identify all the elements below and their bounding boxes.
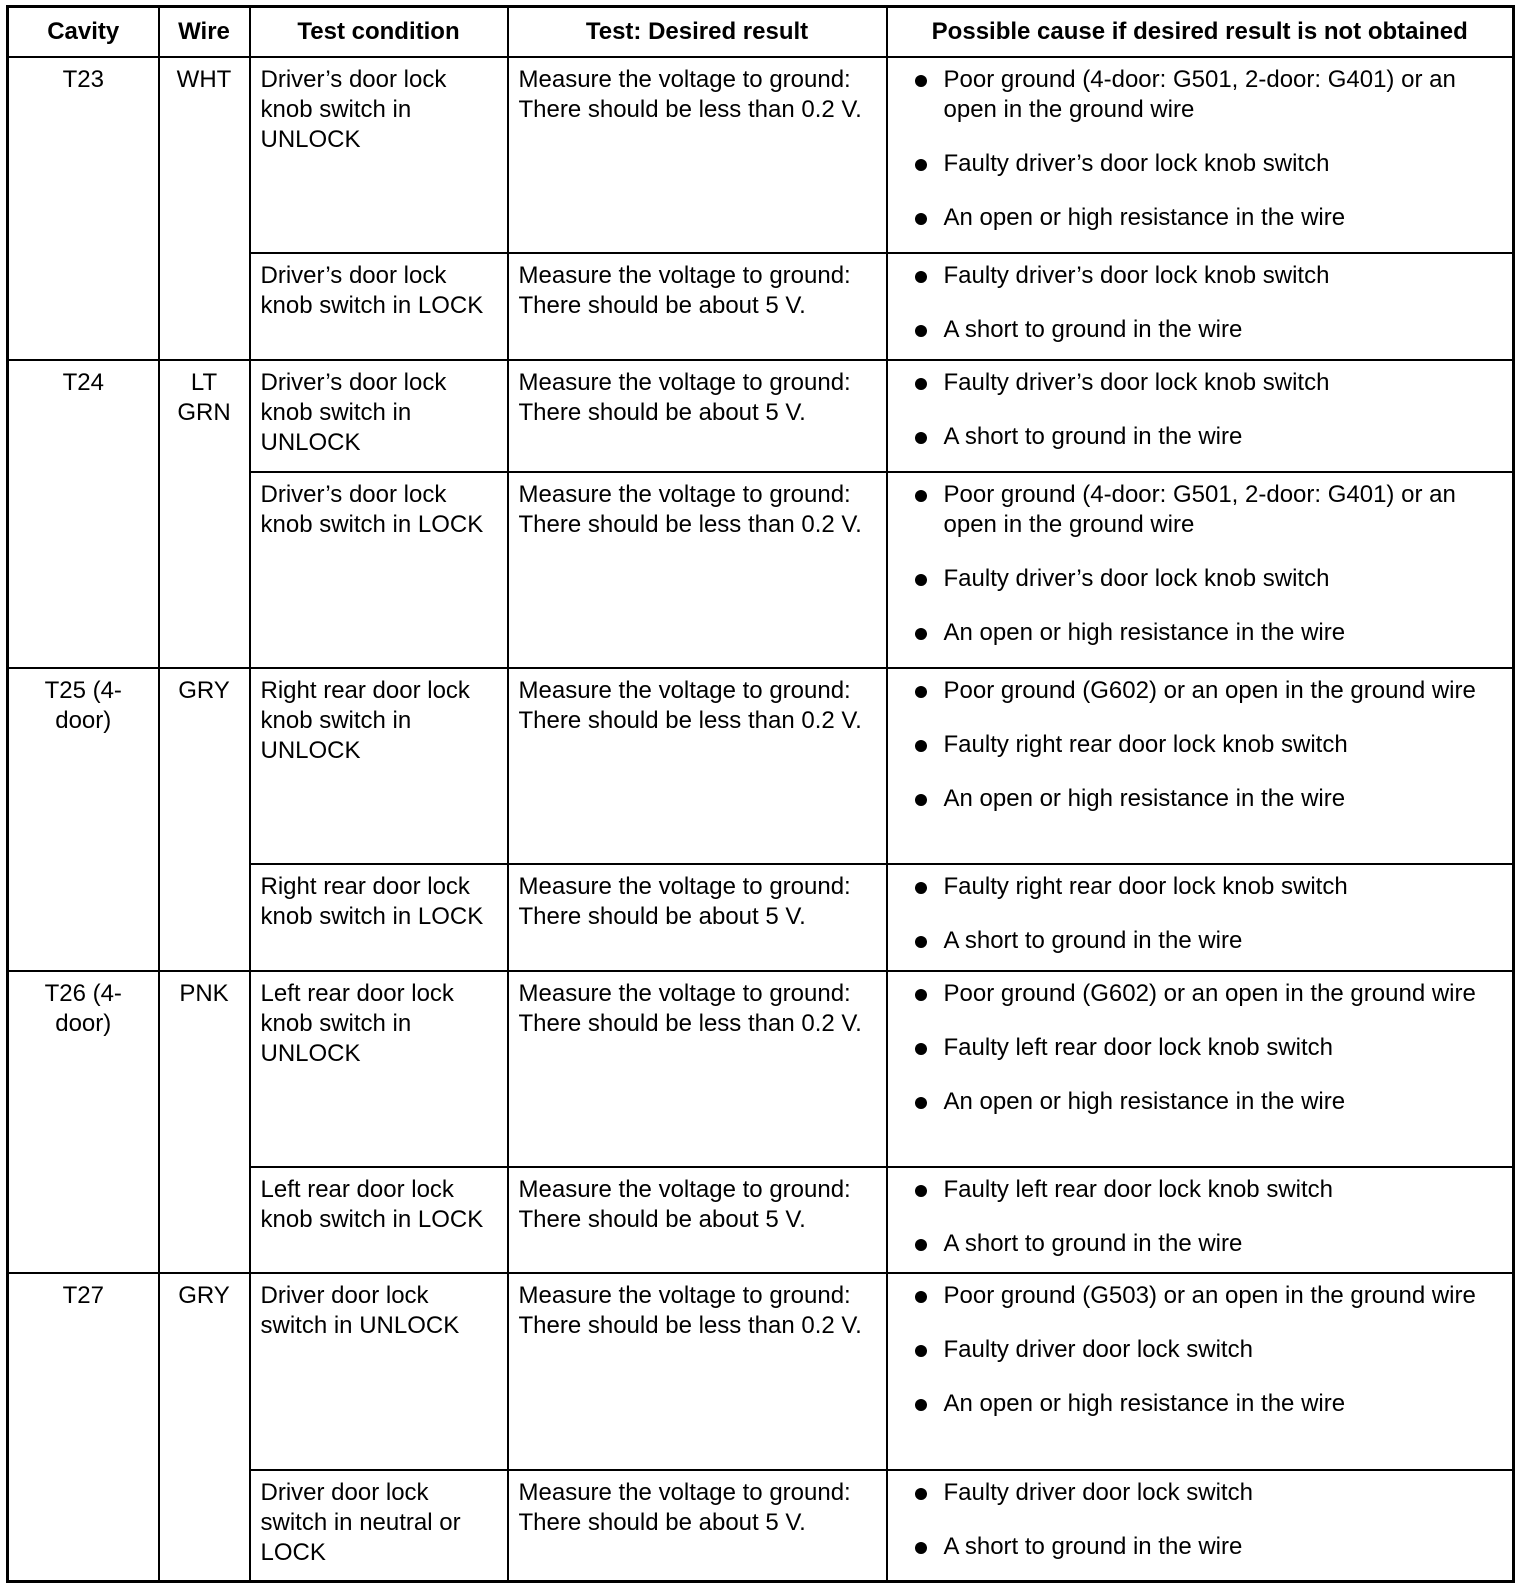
cause-item — [898, 368, 1503, 398]
bullet-icon — [915, 159, 927, 171]
bullet-icon — [915, 1043, 927, 1055]
condition-cell: Right rear door lock knob switch in LOCK — [250, 864, 508, 971]
cause-text: Faulty driver door lock switch — [943, 1478, 1253, 1506]
cause-item — [898, 979, 1503, 1009]
condition-cell: Left rear door lock knob switch in LOCK — [250, 1167, 508, 1274]
cause-item — [898, 1087, 1503, 1117]
cause-item — [898, 1175, 1503, 1205]
cause-text: An open or high resistance in the wire — [943, 784, 1346, 812]
cause-text: Poor ground (G503) or an open in the ground wire — [943, 1282, 1476, 1310]
header-possible-cause: Possible cause if desired result is not obtained — [887, 7, 1514, 58]
bullet-icon — [915, 490, 927, 502]
bullet-icon — [915, 989, 927, 1001]
condition-cell: Driver’s door lock knob switch in LOCK — [250, 253, 508, 360]
bullet-icon — [915, 936, 927, 948]
result-cell: Measure the voltage to ground: There should be less than 0.2 V. — [508, 472, 887, 668]
condition-cell: Driver’s door lock knob switch in UNLOCK — [250, 57, 508, 253]
cause-text: An open or high resistance in the wire — [943, 1087, 1346, 1115]
bullet-icon — [915, 378, 927, 390]
cause-text: Faulty left rear door lock knob switch — [943, 1033, 1333, 1061]
cause-text: A short to ground in the wire — [943, 422, 1243, 450]
wire-cell: PNK — [159, 971, 250, 1274]
bullet-icon — [915, 325, 927, 337]
cause-item — [898, 926, 1503, 956]
cause-item — [898, 1478, 1503, 1508]
cause-text: A short to ground in the wire — [943, 1532, 1243, 1560]
cause-item — [898, 1532, 1503, 1562]
cause-list — [898, 1281, 1503, 1419]
cause-item — [898, 315, 1503, 345]
cause-item — [898, 872, 1503, 902]
bullet-icon — [915, 1097, 927, 1109]
cavity-cell: T24 — [8, 360, 159, 668]
cause-text: Faulty driver’s door lock knob switch — [943, 368, 1330, 396]
wire-cell: GRY — [159, 668, 250, 971]
cause-text: Poor ground (G602) or an open in the ground wire — [943, 979, 1476, 1007]
cause-item — [898, 1229, 1503, 1259]
cause-text: An open or high resistance in the wire — [943, 618, 1346, 646]
cause-item — [898, 1033, 1503, 1063]
cause-text: Faulty left rear door lock knob switch — [943, 1175, 1333, 1203]
bullet-icon — [915, 271, 927, 283]
cause-text: Faulty driver’s door lock knob switch — [943, 262, 1330, 290]
cause-cell — [887, 1273, 1514, 1469]
bullet-icon — [915, 1185, 927, 1197]
cause-item — [898, 422, 1503, 452]
header-row — [8, 7, 1514, 58]
condition-cell: Driver door lock switch in UNLOCK — [250, 1273, 508, 1469]
bullet-icon — [915, 740, 927, 752]
wire-cell: WHT — [159, 57, 250, 360]
cause-cell — [887, 472, 1514, 668]
wire-cell: LT GRN — [159, 360, 250, 668]
result-cell: Measure the voltage to ground: There should be less than 0.2 V. — [508, 57, 887, 253]
cause-cell — [887, 971, 1514, 1167]
cause-list — [898, 676, 1503, 814]
condition-cell: Driver’s door lock knob switch in LOCK — [250, 472, 508, 668]
cause-item — [898, 784, 1503, 814]
header-test-condition: Test condition — [250, 7, 508, 58]
bullet-icon — [915, 794, 927, 806]
cavity-cell: T26 (4-door) — [8, 971, 159, 1274]
condition-cell: Driver’s door lock knob switch in UNLOCK — [250, 360, 508, 472]
result-cell: Measure the voltage to ground: There should be about 5 V. — [508, 1470, 887, 1582]
bullet-icon — [915, 1542, 927, 1554]
cause-text: A short to ground in the wire — [943, 1229, 1243, 1257]
cause-item — [898, 261, 1503, 291]
cause-item — [898, 203, 1503, 233]
cause-cell — [887, 57, 1514, 253]
bullet-icon — [915, 1488, 927, 1500]
cause-item — [898, 480, 1503, 540]
cause-list — [898, 872, 1503, 956]
result-cell: Measure the voltage to ground: There should be about 5 V. — [508, 1167, 887, 1274]
cause-cell — [887, 253, 1514, 360]
cause-item — [898, 618, 1503, 648]
cause-text: A short to ground in the wire — [943, 316, 1243, 344]
bullet-icon — [915, 432, 927, 444]
result-cell: Measure the voltage to ground: There should be less than 0.2 V. — [508, 668, 887, 864]
cause-list — [898, 480, 1503, 648]
condition-cell: Left rear door lock knob switch in UNLOCK — [250, 971, 508, 1167]
result-cell: Measure the voltage to ground: There should be less than 0.2 V. — [508, 1273, 887, 1469]
cause-text: Poor ground (4-door: G501, 2-door: G401) or an open in the ground wire — [943, 66, 1456, 123]
cause-text: Poor ground (G602) or an open in the ground wire — [943, 676, 1476, 704]
table-row — [8, 668, 1514, 864]
cause-text: Faulty driver’s door lock knob switch — [943, 150, 1330, 177]
result-cell: Measure the voltage to ground: There should be about 5 V. — [508, 360, 887, 472]
header-desired-result: Test: Desired result — [508, 7, 887, 58]
cause-cell — [887, 1167, 1514, 1274]
bullet-icon — [915, 882, 927, 894]
cause-text: Faulty driver’s door lock knob switch — [943, 564, 1330, 592]
cause-list — [898, 1478, 1503, 1562]
bullet-icon — [915, 1291, 927, 1303]
cause-text: Poor ground (4-door: G501, 2-door: G401) or an open in the ground wire — [943, 480, 1456, 538]
bullet-icon — [915, 1345, 927, 1357]
cause-cell — [887, 864, 1514, 971]
cause-item — [898, 1335, 1503, 1365]
table-row — [8, 1273, 1514, 1469]
cause-text: Faulty right rear door lock knob switch — [943, 873, 1348, 900]
cause-item — [898, 564, 1503, 594]
cavity-cell: T27 — [8, 1273, 159, 1581]
cavity-cell: T23 — [8, 57, 159, 360]
bullet-icon — [915, 574, 927, 586]
bullet-icon — [915, 1399, 927, 1411]
test-table — [6, 5, 1515, 1583]
result-cell: Measure the voltage to ground: There should be less than 0.2 V. — [508, 971, 887, 1167]
cause-list — [898, 261, 1503, 345]
table-row — [8, 57, 1514, 253]
cause-text: A short to ground in the wire — [943, 927, 1243, 954]
cause-list — [898, 65, 1503, 233]
header-cavity: Cavity — [8, 7, 159, 58]
cause-item — [898, 1389, 1503, 1419]
wire-cell: GRY — [159, 1273, 250, 1581]
header-wire: Wire — [159, 7, 250, 58]
cause-cell — [887, 360, 1514, 472]
cause-cell — [887, 668, 1514, 864]
table-row — [8, 360, 1514, 472]
cause-list — [898, 368, 1503, 452]
condition-cell: Driver door lock switch in neutral or LOCK — [250, 1470, 508, 1582]
cavity-cell: T25 (4-door) — [8, 668, 159, 971]
cause-item — [898, 149, 1503, 179]
cause-item — [898, 65, 1503, 125]
table-row — [8, 971, 1514, 1167]
condition-cell: Right rear door lock knob switch in UNLOCK — [250, 668, 508, 864]
cause-list — [898, 1175, 1503, 1259]
cause-item — [898, 730, 1503, 760]
cause-text: An open or high resistance in the wire — [943, 204, 1346, 231]
bullet-icon — [915, 686, 927, 698]
cause-item — [898, 676, 1503, 706]
result-cell: Measure the voltage to ground: There should be about 5 V. — [508, 864, 887, 971]
bullet-icon — [915, 1239, 927, 1251]
result-cell: Measure the voltage to ground: There should be about 5 V. — [508, 253, 887, 360]
cause-cell — [887, 1470, 1514, 1582]
cause-list — [898, 979, 1503, 1117]
bullet-icon — [915, 213, 927, 225]
cause-text: An open or high resistance in the wire — [943, 1390, 1346, 1418]
cause-text: Faulty right rear door lock knob switch — [943, 730, 1348, 758]
cause-item — [898, 1281, 1503, 1311]
bullet-icon — [915, 75, 927, 87]
bullet-icon — [915, 628, 927, 640]
cause-text: Faulty driver door lock switch — [943, 1336, 1253, 1364]
